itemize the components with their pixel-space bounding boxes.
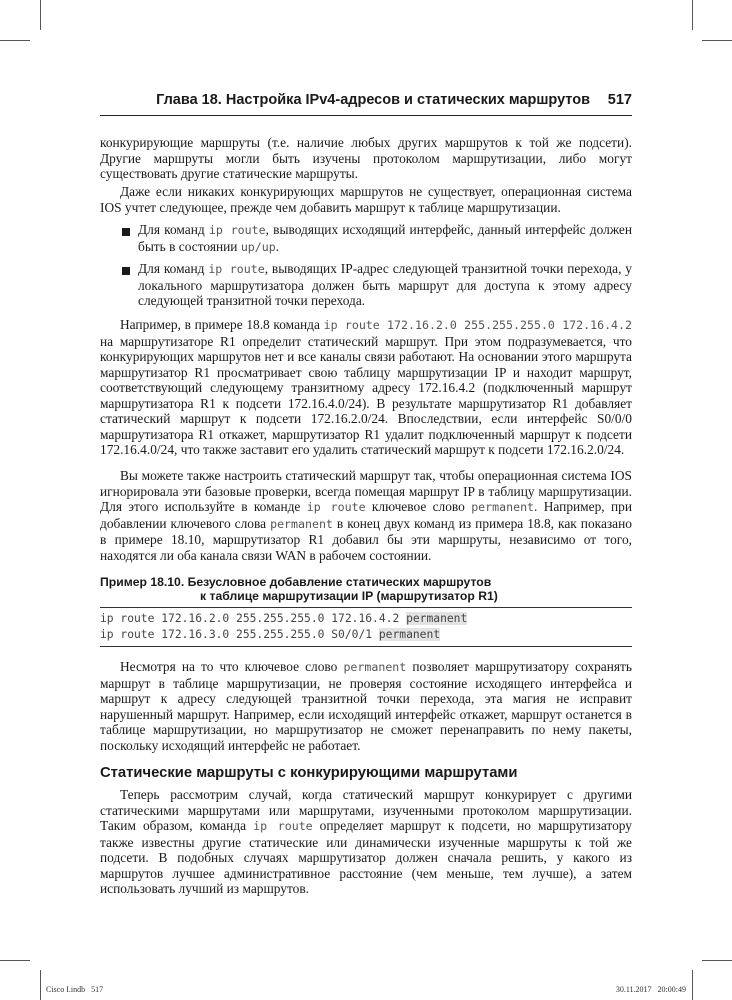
- list-item: [138, 222, 632, 255]
- inline-code: ip route: [208, 223, 266, 237]
- list-item-text: Для команд: [138, 222, 209, 237]
- inline-code: permanent: [343, 660, 407, 674]
- inline-code: ip route: [306, 500, 366, 514]
- crop-mark: [702, 40, 732, 41]
- code-rule-bottom: [100, 646, 632, 647]
- chapter-title: Глава 18. Настройка IPv4-адресов и статических маршрутов: [156, 92, 590, 108]
- paragraph-text: на маршрутизаторе R1 определит статический маршрут. При этом подразумевается, что конкурирующих маршрутов нет и все каналы связи работают. На основании этого маршрута маршрутизатор R1 просматривает свою таблицу маршрутизации IP и находит маршрут, соответствующий следующему транзитному адресу 172.16.4.2 (подключенный маршрут маршрутизатора R1 к подсети 172.16.4.0/24). В результате маршрутизатор R1 добавляет статический маршрут к подсети 172.16.2.0/24. Впоследствии, если интерфейс S0/0/0 маршрутизатора R1 откажет, маршрутизатор R1 удалит подключенный маршрут к подсети 172.16.4.0/24, что также заставит его удалить статический маршрут к подсети 172.16.2.0/24.: [100, 333, 632, 457]
- inline-code: permanent: [270, 516, 333, 531]
- example-caption-line: к таблице маршрутизации IP (маршрутизатор R1): [200, 589, 498, 603]
- paragraph-text: ключевое слово: [365, 499, 472, 514]
- bullet-square-icon: [122, 228, 130, 236]
- paragraph: [100, 468, 632, 563]
- code-keyword-highlight: permanent: [406, 612, 468, 625]
- inline-code: up/up: [240, 239, 276, 254]
- paragraph-text: Теперь рассмотрим случай, когда статический маршрут конкурирует с другими статическими маршрутами или маршрутами, изученными протоколом маршрутизации. Таким образом, команда: [100, 787, 632, 833]
- paragraph-text: . Например, при добавлении ключевого слова: [100, 499, 633, 531]
- paragraph-text: Например, в примере 18.8 команда: [120, 317, 324, 332]
- code-rule-top: [100, 607, 632, 608]
- crop-mark: [702, 960, 732, 961]
- crop-mark: [692, 0, 693, 30]
- paragraph-text: позволяет маршрутизатору сохранять маршрут в таблице маршрутизации, не проверяя состояние исходящего интерфейса и маршрут к адресу следующей транзитной точки перехода, эта магия не исправит нарушенный маршрут. Например, если исходящий интерфейс откажет, маршрут останется в таблице маршрутизации, но маршрутизатор не сможет перенаправить по нему пакеты, поскольку исходящий интерфейс не работает.: [100, 659, 632, 753]
- code-keyword-highlight: permanent: [378, 628, 441, 641]
- list-item-text: , выводящих исходящий интерфейс, данный интерфейс должен быть в состоянии: [138, 222, 633, 254]
- inline-code: ip route 172.16.2.0 255.255.255.0 172.16.4.2: [323, 318, 632, 332]
- list-item-text: Для команд: [138, 261, 209, 276]
- running-header: [100, 92, 632, 112]
- list-item-text: , выводящих IP-адрес следующей транзитной точки перехода, у локального маршрутизатора должен быть маршрут для доступа к этому адресу следующей транзитной точки перехода.: [138, 261, 632, 308]
- page-number: 517: [607, 92, 632, 108]
- paragraph-text: конкурирующие маршруты (т.е. наличие любых других маршрутов к той же подсети). Другие маршруты могли быть изучены протоколом маршрутизации, либо могут существовать другие статические маршруты.: [100, 135, 632, 181]
- code-line: [100, 612, 467, 626]
- inline-code: permanent: [471, 500, 535, 514]
- paragraph: [100, 135, 632, 182]
- paragraph-text: в конец двух команд из примера 18.8, как показано в примере 18.10, маршрутизатор R1 добавил бы эти маршруты, независимо от того, находятся ли оба канала связи WAN в рабочем состоянии.: [100, 515, 632, 563]
- paragraph-text: определяет маршрут к подсети, но маршрутизатору также известны другие статические или динамически изученные маршруты к той же подсети. В подобных случаях маршрутизатор должен сначала решить, у какого из маршрутов лучшее административное расстояние (чем меньше, тем лучше), а затем использовать лучший из маршрутов.: [100, 818, 632, 896]
- section-heading: Статические маршруты с конкурирующими маршрутами: [100, 765, 518, 781]
- inline-code: ip route: [253, 819, 313, 833]
- paragraph: [100, 659, 632, 753]
- crop-mark: [40, 970, 41, 1000]
- code-command: ip route 172.16.3.0 255.255.255.0 S0/0/1: [100, 628, 379, 641]
- crop-mark: [0, 960, 30, 961]
- crop-mark: [0, 40, 30, 41]
- paragraph-text: Даже если никаких конкурирующих маршрутов не существует, операционная система IOS учтет следующее, прежде чем добавить маршрут к таблице маршрутизации.: [100, 184, 632, 215]
- paragraph: [100, 184, 632, 215]
- print-footer-left: Cisco I.indb 517: [46, 985, 104, 994]
- paragraph: [100, 787, 632, 897]
- header-rule: [100, 115, 632, 116]
- print-footer-right: 30.11.2017 20:00:49: [615, 985, 686, 994]
- code-line: [100, 628, 440, 642]
- example-caption-line: Пример 18.10. Безусловное добавление статических маршрутов: [100, 575, 492, 589]
- paragraph: [100, 317, 632, 458]
- crop-mark: [692, 970, 693, 1000]
- list-item: [138, 261, 632, 309]
- paragraph-text: Несмотря на то что ключевое слово: [120, 659, 344, 674]
- list-item-text: .: [275, 238, 280, 254]
- inline-code: ip route: [208, 262, 265, 276]
- crop-mark: [40, 0, 41, 30]
- example-caption: [100, 575, 632, 603]
- bullet-square-icon: [122, 267, 130, 275]
- paragraph-text: Вы можете также настроить статический маршрут так, чтобы операционная система IOS игнорировала эти базовые проверки, всегда помещая маршрут IP в таблицу маршрутизации. Для этого используйте в команде: [100, 468, 632, 514]
- code-command: ip route 172.16.2.0 255.255.255.0 172.16.4.2: [100, 612, 407, 625]
